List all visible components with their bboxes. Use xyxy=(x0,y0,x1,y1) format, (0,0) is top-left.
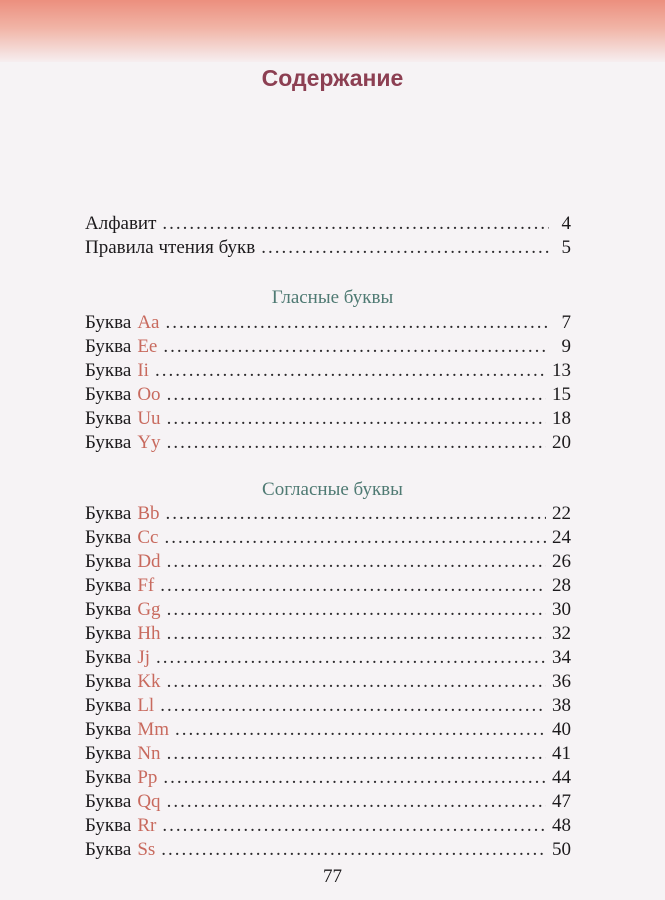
toc-entry-page: 32 xyxy=(552,623,571,644)
toc-entry-letters: Ss xyxy=(137,839,156,860)
toc-entry-letters: Jj xyxy=(137,647,151,668)
section-heading-vowels: Гласные буквы xyxy=(271,287,394,308)
toc-entry-letters: Kk xyxy=(137,671,161,692)
dot-leader xyxy=(167,670,546,694)
toc-entry-letter xyxy=(85,407,571,431)
dot-leader xyxy=(261,236,549,260)
toc-entry-label: Буква xyxy=(85,503,132,524)
toc-entry-label: Буква xyxy=(85,360,132,381)
toc-entry-letters: Pp xyxy=(137,767,158,788)
dot-leader xyxy=(165,311,549,335)
toc-entry-page: 47 xyxy=(552,791,571,812)
toc-entry-label: Буква xyxy=(85,527,132,548)
toc-entry-label: Буква xyxy=(85,551,132,572)
toc-entry-label: Буква xyxy=(85,408,132,429)
toc-entry-letter xyxy=(85,742,571,766)
toc-entry-letters: Nn xyxy=(137,743,161,764)
toc-entry-label: Буква xyxy=(85,671,132,692)
toc-entry-page: 13 xyxy=(552,360,571,381)
toc-entry-letter xyxy=(85,622,571,646)
dot-leader xyxy=(166,502,546,526)
toc-entry-letter xyxy=(85,718,571,742)
toc-entry-letters: Dd xyxy=(137,551,161,572)
toc-entry-page: 5 xyxy=(561,237,571,258)
toc-entry-label: Буква xyxy=(85,336,132,357)
dot-leader xyxy=(167,622,546,646)
toc-entry-label: Буква xyxy=(85,599,132,620)
toc-entry-label: Буква xyxy=(85,767,132,788)
toc-entry-page: 41 xyxy=(552,743,571,764)
toc-entry-letters: Cc xyxy=(137,527,159,548)
toc-entry-page: 48 xyxy=(552,815,571,836)
toc-entry-page: 38 xyxy=(552,695,571,716)
page-number: 77 xyxy=(323,866,342,887)
toc-entry-letters: Oo xyxy=(137,384,161,405)
toc-entry-letter xyxy=(85,574,571,598)
dot-leader xyxy=(162,212,549,236)
toc-entry-letters: Mm xyxy=(137,719,170,740)
toc-entry-letter xyxy=(85,670,571,694)
toc-entry-page: 28 xyxy=(552,575,571,596)
toc-entry-page: 18 xyxy=(552,408,571,429)
toc-entry-page: 34 xyxy=(552,647,571,668)
toc-entry-label: Буква xyxy=(85,815,132,836)
toc-entry-letters: Yy xyxy=(137,432,161,453)
toc-entry-letter xyxy=(85,790,571,814)
toc-entry-letter xyxy=(85,838,571,862)
toc-entry-label: Буква xyxy=(85,791,132,812)
toc-entry-label: Алфавит xyxy=(85,213,157,234)
dot-leader xyxy=(161,838,546,862)
toc-entry-label: Буква xyxy=(85,575,132,596)
toc-entry-label: Буква xyxy=(85,623,132,644)
toc-entry-page: 30 xyxy=(552,599,571,620)
toc-entry-label: Буква xyxy=(85,839,132,860)
toc-entry-page: 40 xyxy=(552,719,571,740)
dot-leader xyxy=(163,766,546,790)
dot-leader xyxy=(156,646,546,670)
dot-leader xyxy=(163,335,549,359)
toc-entry-letter xyxy=(85,814,571,838)
toc-entry-label: Буква xyxy=(85,647,132,668)
toc-entry-letter xyxy=(85,335,571,359)
toc-entry-page: 36 xyxy=(552,671,571,692)
toc-entry-letters: Gg xyxy=(137,599,161,620)
dot-leader xyxy=(167,431,546,455)
toc-entry-letters: Qq xyxy=(137,791,161,812)
section-heading-consonants: Согласные буквы xyxy=(262,479,403,500)
toc-entry-page: 50 xyxy=(552,839,571,860)
dot-leader xyxy=(160,694,546,718)
toc-entry-page: 9 xyxy=(561,336,571,357)
toc-entry-letter xyxy=(85,359,571,383)
dot-leader xyxy=(167,383,546,407)
toc-entry-page: 44 xyxy=(552,767,571,788)
toc-entry-label: Правила чтения букв xyxy=(85,237,256,258)
dot-leader xyxy=(155,359,546,383)
toc-entry-letter xyxy=(85,646,571,670)
toc-entry-letters: Bb xyxy=(137,503,160,524)
toc-entry-label: Буква xyxy=(85,312,132,333)
toc-entry-letter xyxy=(85,766,571,790)
toc-entry-letters: Aa xyxy=(137,312,160,333)
toc-entry-letter xyxy=(85,311,571,335)
toc-entry-letters: Ii xyxy=(137,360,149,381)
dot-leader xyxy=(167,742,546,766)
toc-entry-letters: Hh xyxy=(137,623,161,644)
toc-entry-letters: Ll xyxy=(137,695,155,716)
toc-entry-page: 20 xyxy=(552,432,571,453)
toc-entry-page: 24 xyxy=(552,527,571,548)
toc-entry-letter xyxy=(85,383,571,407)
toc-entry-label: Буква xyxy=(85,432,132,453)
toc-entry-letters: Rr xyxy=(137,815,157,836)
dot-leader xyxy=(167,598,546,622)
dot-leader xyxy=(167,550,546,574)
toc-entry-page: 15 xyxy=(552,384,571,405)
dot-leader xyxy=(167,790,546,814)
dot-leader xyxy=(162,814,546,838)
dot-leader xyxy=(160,574,546,598)
toc-entry-letter xyxy=(85,598,571,622)
toc-entry-label: Буква xyxy=(85,695,132,716)
toc-entry-letter xyxy=(85,502,571,526)
dot-leader xyxy=(164,526,546,550)
toc-entry-page: 26 xyxy=(552,551,571,572)
toc-entry-alphabet xyxy=(85,212,571,236)
toc-entry-label: Буква xyxy=(85,384,132,405)
toc-entry-letters: Ff xyxy=(137,575,155,596)
toc-entry-letter xyxy=(85,431,571,455)
toc-entry-letter xyxy=(85,550,571,574)
toc-entry-page: 7 xyxy=(561,312,571,333)
toc-entry-letters: Uu xyxy=(137,408,161,429)
toc-entry-letters: Ee xyxy=(137,336,158,357)
dot-leader xyxy=(167,407,546,431)
dot-leader xyxy=(175,718,546,742)
toc-entry-label: Буква xyxy=(85,719,132,740)
toc-entry-page: 4 xyxy=(561,213,571,234)
toc-entry-page: 22 xyxy=(552,503,571,524)
toc-entry-reading-rules xyxy=(85,236,571,260)
toc-entry-letter xyxy=(85,694,571,718)
page-title: Содержание xyxy=(261,65,404,91)
toc-entry-letter xyxy=(85,526,571,550)
toc-entry-label: Буква xyxy=(85,743,132,764)
